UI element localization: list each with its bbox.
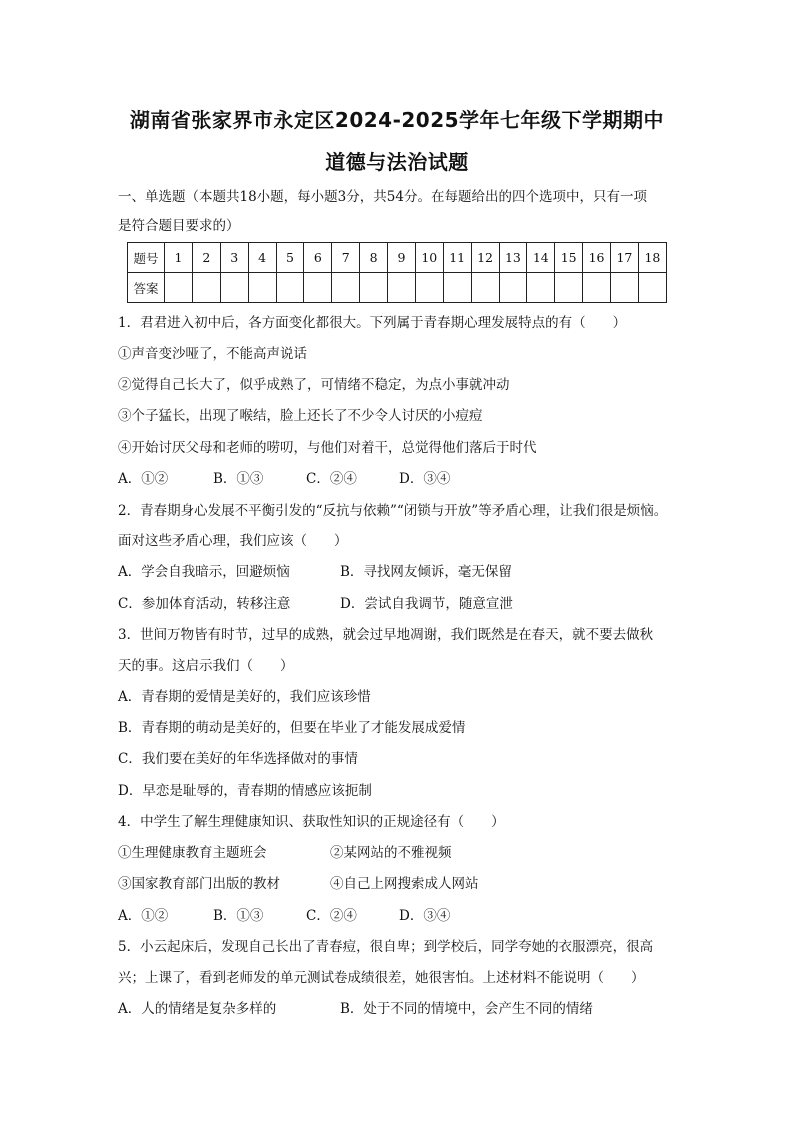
question-number-cell: 9 <box>388 243 416 273</box>
q5-stem-line2: 兴；上课了，看到老师发的单元测试卷成绩很差，她很害怕。上述材料不能说明（ ） <box>118 970 645 986</box>
answer-cell[interactable] <box>220 273 248 303</box>
answer-cell[interactable] <box>555 273 583 303</box>
question-number-cell: 4 <box>248 243 276 273</box>
q3-option-a: A．青春期的爱情是美好的，我们应该珍惜 <box>118 689 371 705</box>
question-number-cell: 14 <box>527 243 555 273</box>
answer-cell[interactable] <box>192 273 220 303</box>
answer-cell[interactable] <box>499 273 527 303</box>
question-number-cell: 17 <box>611 243 639 273</box>
question-number-cell: 10 <box>415 243 443 273</box>
answer-cell[interactable] <box>332 273 360 303</box>
answer-cell[interactable] <box>165 273 193 303</box>
q2-option-a: A．学会自我暗示，回避烦恼 <box>118 564 290 580</box>
question-number-cell: 1 <box>165 243 193 273</box>
q3-option-b: B．青春期的萌动是美好的，但要在毕业了才能发展成爱情 <box>118 720 466 736</box>
question-number-cell: 6 <box>304 243 332 273</box>
q2-option-c: C．参加体育活动，转移注意 <box>118 596 291 612</box>
answer-table-answer-row <box>128 273 667 303</box>
section-intro-line2: 是符合题目要求的） <box>118 218 240 234</box>
q1-option-b: B．①③ <box>213 471 264 487</box>
question-number-cell: 3 <box>220 243 248 273</box>
q5-stem-line1: 5．小云起床后，发现自己长出了青春痘，很自卑；到学校后，同学夸她的衣服漂亮，很高 <box>118 939 654 955</box>
answer-cell[interactable] <box>638 273 666 303</box>
q4-statement-1: ①生理健康教育主题班会 <box>118 845 267 861</box>
answer-table-row-label: 答案 <box>128 273 165 303</box>
answer-cell[interactable] <box>304 273 332 303</box>
answer-cell[interactable] <box>443 273 471 303</box>
section-intro-line1: 一、单选题（本题共18小题，每小题3分，共54分。在每题给出的四个选项中，只有一项 <box>118 189 647 205</box>
q1-statement-3: ③个子猛长，出现了喉结，脸上还长了不少令人讨厌的小痘痘 <box>118 408 483 424</box>
question-number-cell: 2 <box>192 243 220 273</box>
q5-option-a: A．人的情绪是复杂多样的 <box>118 1001 277 1017</box>
q4-option-d: D．③④ <box>399 908 451 924</box>
q3-option-c: C．我们要在美好的年华选择做对的事情 <box>118 751 358 767</box>
answer-table <box>127 242 667 303</box>
answer-table-row-label: 题号 <box>128 243 165 273</box>
question-number-cell: 13 <box>499 243 527 273</box>
q1-statement-1: ①声音变沙哑了，不能高声说话 <box>118 346 307 362</box>
q4-option-c: C．②④ <box>306 908 357 924</box>
q3-option-d: D．早恋是耻辱的，青春期的情感应该扼制 <box>118 783 372 799</box>
q2-stem-line2: 面对这些矛盾心理，我们应该（ ） <box>118 533 348 549</box>
question-number-cell: 5 <box>276 243 304 273</box>
question-number-cell: 11 <box>443 243 471 273</box>
q4-option-a: A．①② <box>118 908 169 924</box>
answer-table-number-row <box>128 243 667 273</box>
question-number-cell: 16 <box>583 243 611 273</box>
answer-cell[interactable] <box>611 273 639 303</box>
answer-cell[interactable] <box>360 273 388 303</box>
q1-option-c: C．②④ <box>306 471 357 487</box>
question-number-cell: 18 <box>638 243 666 273</box>
answer-cell[interactable] <box>248 273 276 303</box>
q4-statement-3: ③国家教育部门出版的教材 <box>118 876 280 892</box>
answer-cell[interactable] <box>415 273 443 303</box>
answer-cell[interactable] <box>471 273 499 303</box>
q4-statement-4: ④自己上网搜索成人网站 <box>330 876 479 892</box>
answer-cell[interactable] <box>583 273 611 303</box>
q2-option-b: B．寻找网友倾诉，毫无保留 <box>340 564 512 580</box>
question-number-cell: 8 <box>360 243 388 273</box>
q1-option-a: A．①② <box>118 471 169 487</box>
q4-statement-2: ②某网站的不雅视频 <box>330 845 452 861</box>
exam-title-line2: 道德与法治试题 <box>325 150 469 174</box>
answer-cell[interactable] <box>276 273 304 303</box>
q4-option-b: B．①③ <box>213 908 264 924</box>
q3-stem-line1: 3．世间万物皆有时节，过早的成熟，就会过早地凋谢，我们既然是在春天，就不要去做秋 <box>118 627 654 643</box>
question-number-cell: 15 <box>555 243 583 273</box>
q1-statement-4: ④开始讨厌父母和老师的唠叨，与他们对着干，总觉得他们落后于时代 <box>118 440 537 456</box>
question-number-cell: 12 <box>471 243 499 273</box>
q1-statement-2: ②觉得自己长大了，似乎成熟了，可情绪不稳定，为点小事就冲动 <box>118 377 510 393</box>
q3-stem-line2: 天的事。这启示我们（ ） <box>118 658 294 674</box>
q1-option-d: D．③④ <box>399 471 451 487</box>
answer-cell[interactable] <box>527 273 555 303</box>
q2-stem-line1: 2．青春期身心发展不平衡引发的“反抗与依赖”“闭锁与开放”等矛盾心理，让我们很是烦恼。 <box>118 503 668 519</box>
question-number-cell: 7 <box>332 243 360 273</box>
exam-title-line1: 湖南省张家界市永定区2024-2025学年七年级下学期期中 <box>129 108 665 132</box>
q1-stem: 1．君君进入初中后，各方面变化都很大。下列属于青春期心理发展特点的有（ ） <box>118 315 627 331</box>
q5-option-b: B．处于不同的情境中，会产生不同的情绪 <box>340 1001 593 1017</box>
q2-option-d: D．尝试自我调节，随意宣泄 <box>340 596 513 612</box>
q4-stem: 4．中学生了解生理健康知识、获取性知识的正规途径有（ ） <box>118 814 505 830</box>
answer-cell[interactable] <box>388 273 416 303</box>
